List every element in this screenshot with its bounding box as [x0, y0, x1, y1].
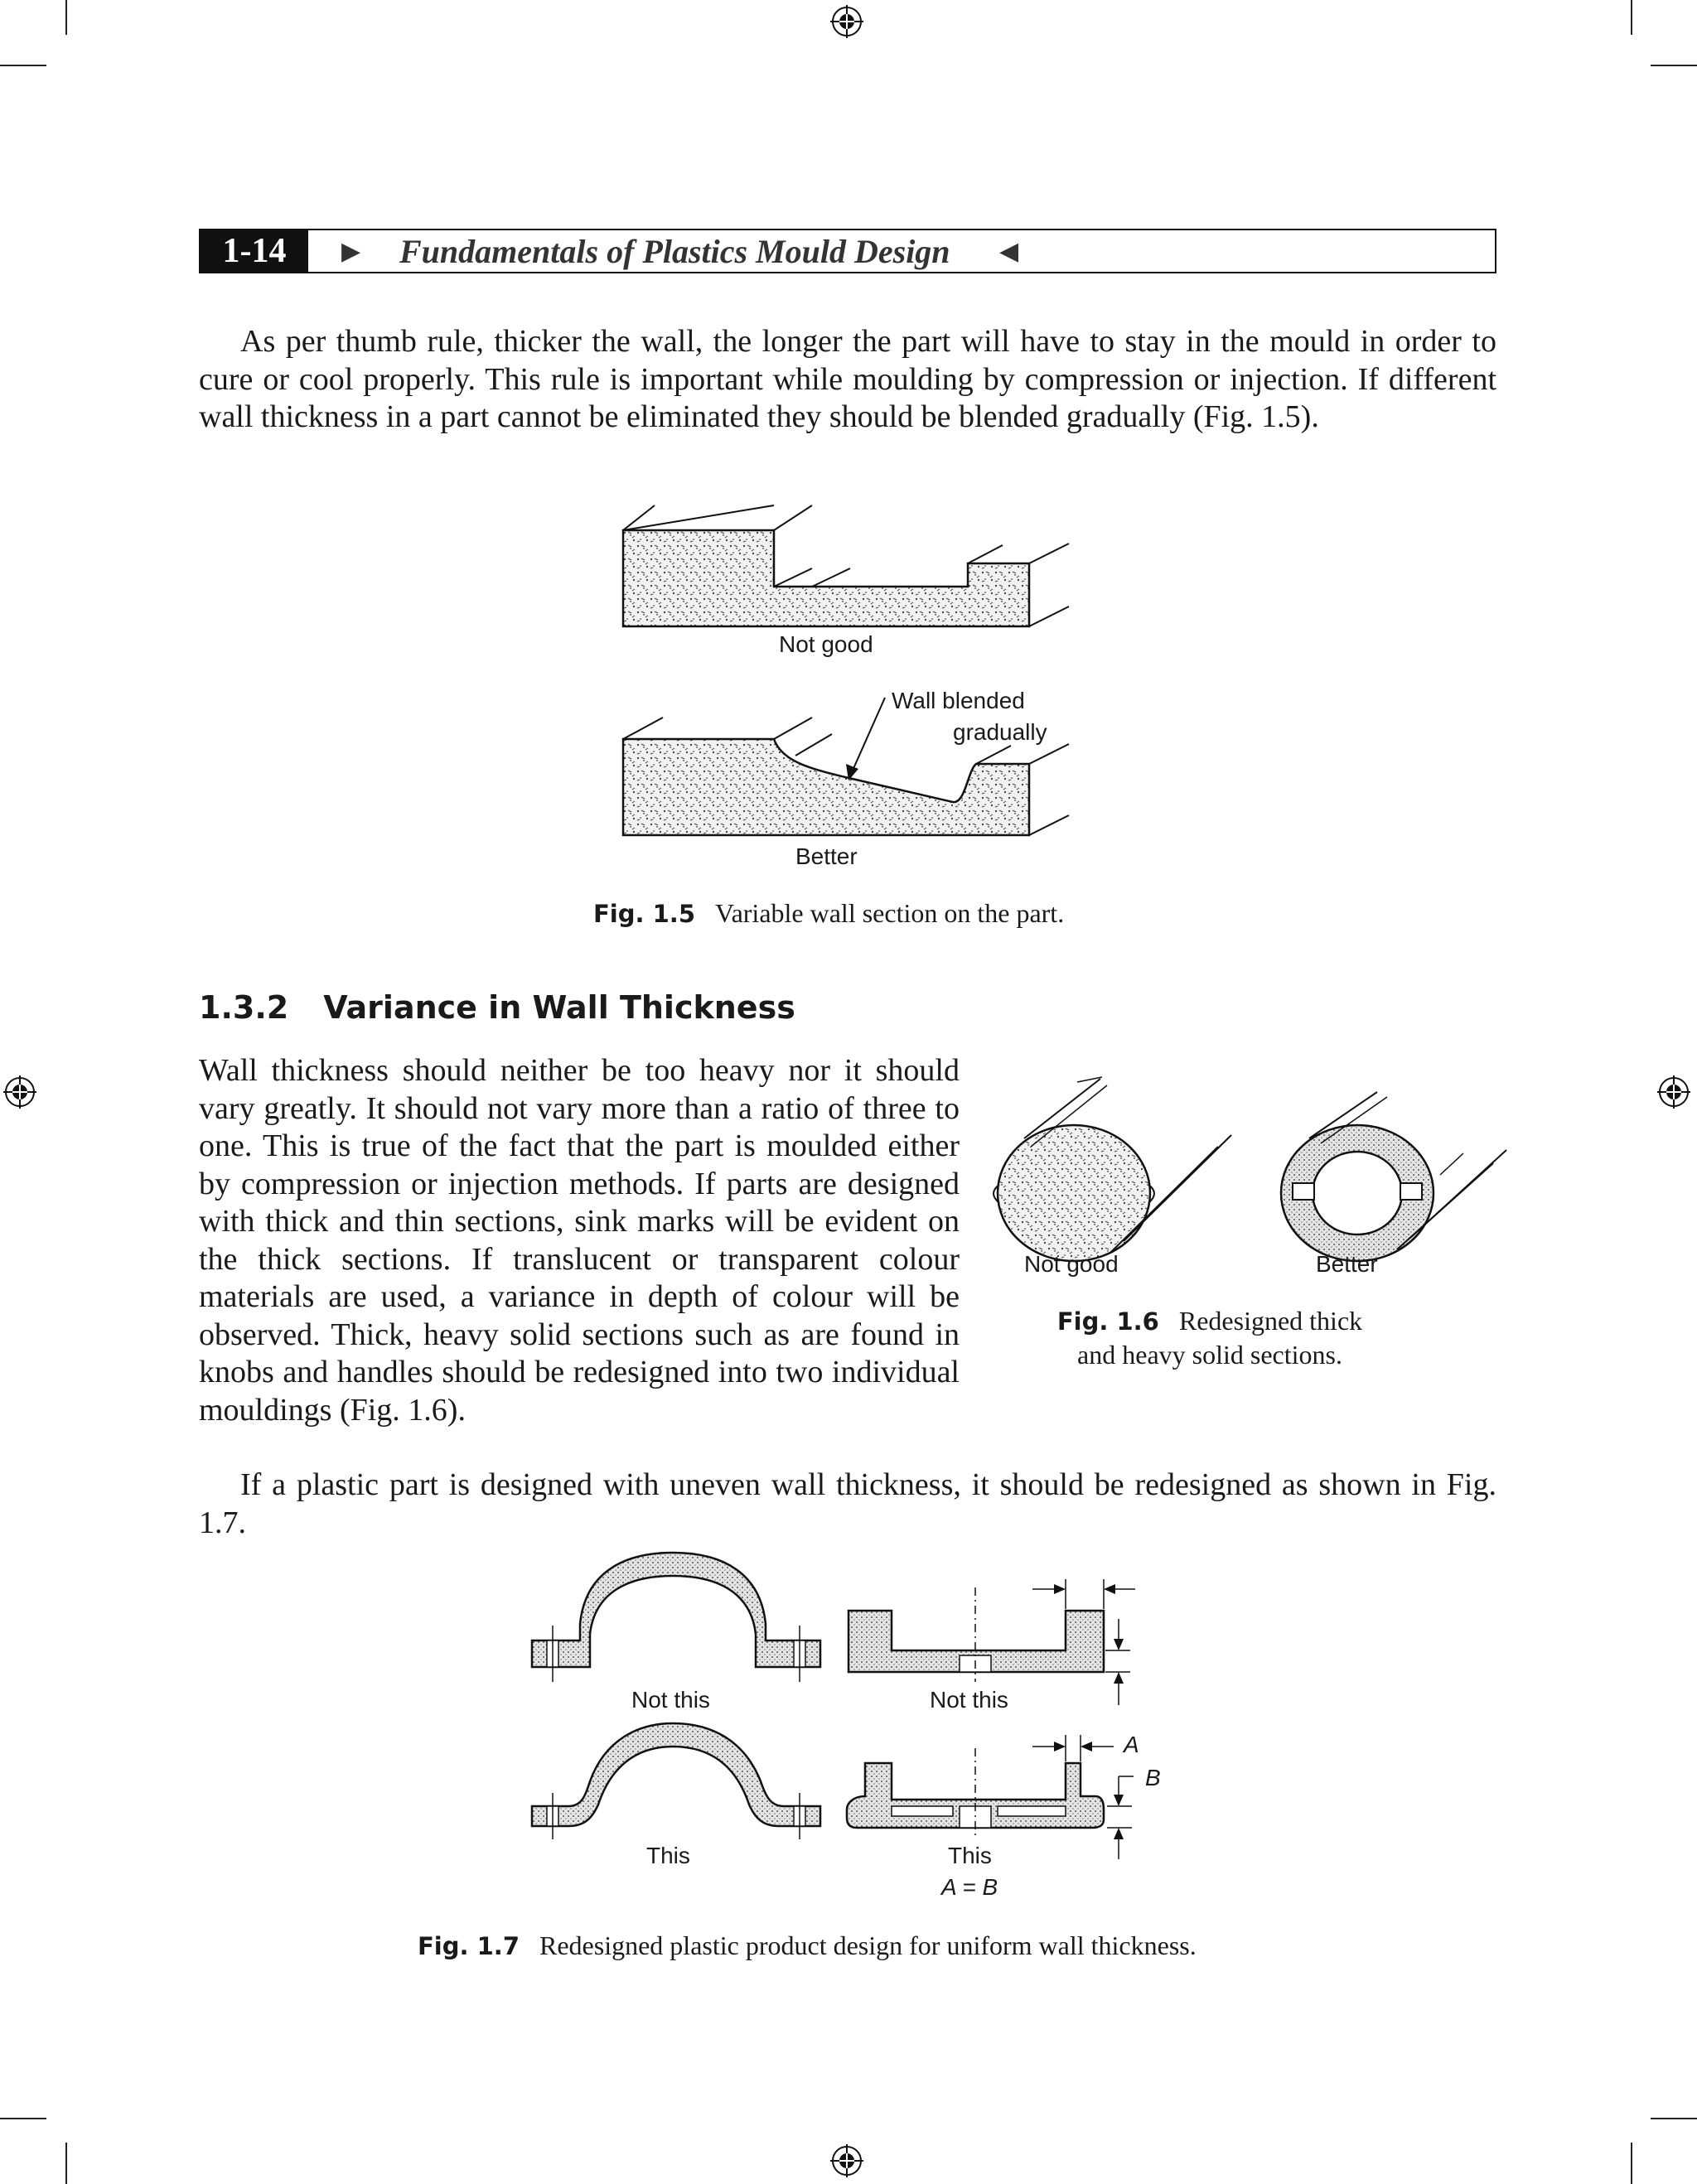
- fig-1-7-dim-b: B: [1145, 1765, 1161, 1790]
- fig-1-7-dim-a: A: [1124, 1732, 1139, 1757]
- paragraph-3: If a plastic part is designed with uneven wall thickness, it should be redesigned as shown in Fig. 1.7.: [199, 1467, 1496, 1540]
- fig-1-7-label-a-equals-b: A = B: [941, 1874, 998, 1900]
- fig-1-5-annotation-line-2: gradually: [953, 719, 1047, 745]
- fig-1-6-caption-text-1: Redesigned thick: [1178, 1306, 1363, 1336]
- fig-1-5-annotation-line-1: Wall blended: [892, 688, 1025, 713]
- fig-1-7-label-this-2: This: [948, 1843, 992, 1868]
- paragraph-2: Wall thickness should neither be too heavy nor it should vary greatly. It should not vary more than a ratio of three to one. This is true of the fact that the part is moulded either by compression or injection methods. If parts are designed with thick and thin sections, sink marks will be evident on the thick sections. If translucent or transparent colour materials are used, a variance in depth of colour will be observed. Thick, heavy solid sections such as are found in knobs and handles should be redesigned into two individual mouldings (Fig. 1.6).: [199, 1053, 960, 1428]
- fig-1-5-caption-text: Variable wall section on the part.: [715, 898, 1065, 928]
- fig-1-7-label-not-this-1: Not this: [631, 1687, 710, 1713]
- fig-1-6-label-better: Better: [1316, 1251, 1378, 1277]
- triangle-right-icon: ▶: [341, 238, 361, 265]
- fig-1-6-caption-text-2: and heavy solid sections.: [1077, 1340, 1342, 1370]
- section-number: 1.3.2: [199, 989, 289, 1026]
- fig-1-7-label-this-1: This: [646, 1843, 690, 1868]
- fig-1-7-caption-text: Redesigned plastic product design for uniform wall thickness.: [539, 1930, 1197, 1960]
- fig-1-7-caption-number: Fig. 1.7: [418, 1932, 520, 1960]
- book-title: Fundamentals of Plastics Mould Design: [399, 233, 950, 270]
- triangle-left-icon: ◀: [999, 238, 1019, 265]
- fig-1-6-label-not-good: Not good: [1024, 1251, 1119, 1277]
- fig-1-5-caption-number: Fig. 1.5: [593, 900, 695, 928]
- section-title: Variance in Wall Thickness: [323, 989, 795, 1026]
- fig-1-7-label-not-this-2: Not this: [930, 1687, 1008, 1713]
- fig-1-5-label-better: Better: [795, 843, 858, 869]
- paragraph-1: As per thumb rule, thicker the wall, the longer the part will have to stay in the mould in order to cure or cool properly. This rule is important while moulding by compression or injection. If different wall thickness in a part cannot be eliminated they should be blended gradually (Fig. 1.5).: [199, 324, 1496, 434]
- fig-1-7-caption: [418, 1930, 1197, 1961]
- fig-1-6-caption-number: Fig. 1.6: [1056, 1307, 1159, 1336]
- page-number: 1-14: [201, 230, 308, 272]
- fig-1-5-label-not-good: Not good: [779, 631, 873, 657]
